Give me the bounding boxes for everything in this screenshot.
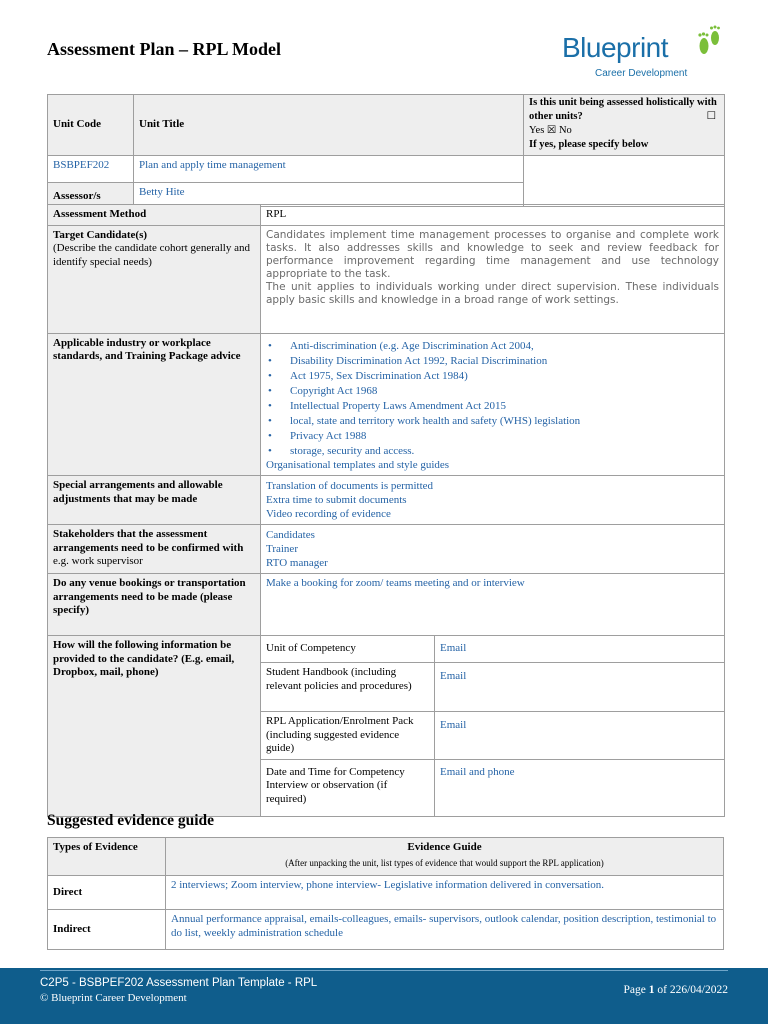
target-paragraph-1: Candidates implement time management processes to organise and complete work tasks. It also addresses skills and knowledge to seek and review feedback for performance improvement regarding time management and use technology appropriate to the task.: [266, 228, 719, 280]
stakeholders-cell: [261, 525, 725, 574]
holistic-question: Is this unit being assessed holistically with other units?: [529, 97, 717, 122]
guide-note: (After unpacking the unit, list types of evidence that would support the RPL application): [285, 857, 604, 868]
holistic-specify-field[interactable]: [524, 156, 725, 207]
footer-copyright: © Blueprint Career Development: [40, 992, 187, 1004]
stakeholder-item: Candidates: [266, 529, 315, 541]
indirect-value: Annual performance appraisal, emails-colleagues, emails- supervisors, outlook calendar, position description, testimonial to do list, weekly administration schedule: [166, 910, 724, 950]
standards-label: Applicable industry or workplace standards, and Training Package advice: [48, 333, 261, 476]
info-item: Student Handbook (including relevant policies and procedures): [261, 663, 435, 712]
evidence-guide-table: [47, 837, 724, 950]
page-prefix: Page: [623, 984, 649, 996]
standards-extra: Organisational templates and style guides: [266, 458, 450, 471]
info-method: Email and phone: [435, 759, 725, 816]
info-item: RPL Application/Enrolment Pack (including suggested evidence guide): [261, 712, 435, 760]
unit-code-value: BSBPEF202: [48, 156, 134, 183]
info-method: Email: [435, 663, 725, 712]
page-number: 1: [648, 984, 655, 996]
standards-list: [266, 339, 719, 459]
specify-instruction: If yes, please specify below: [529, 139, 649, 150]
assessor-label: Assessor/s: [48, 183, 134, 207]
holistic-question-cell: [524, 95, 725, 156]
stakeholders-label-cell: [48, 525, 261, 574]
footprints-icon: [694, 22, 724, 58]
footer-divider: [40, 970, 728, 971]
special-label: Special arrangements and allowable adjustments that may be made: [48, 476, 261, 525]
special-item: Extra time to submit documents: [266, 494, 407, 506]
standards-cell: [261, 333, 725, 476]
unit-code-label: Unit Code: [48, 95, 134, 156]
assessor-value: Betty Hite: [134, 183, 524, 207]
footer-page-info: [624, 984, 728, 996]
standards-item: • storage, security and access.: [290, 444, 719, 459]
stakeholders-label: Stakeholders that the assessment arrangements need to be confirmed with: [53, 528, 244, 554]
footer: [0, 968, 768, 1024]
venue-value: Make a booking for zoom/ teams meeting and or interview: [261, 574, 725, 636]
info-method: Email: [435, 636, 725, 663]
info-item: Unit of Competency: [261, 636, 435, 663]
logo-subtitle: Career Development: [595, 68, 688, 79]
stakeholder-item: RTO manager: [266, 557, 328, 569]
standards-item: • Privacy Act 1988: [290, 429, 719, 444]
direct-value: 2 interviews; Zoom interview, phone interview- Legislative information delivered in conversation.: [166, 876, 724, 910]
target-label: Target Candidate(s): [53, 228, 148, 241]
logo-text: Blueprint: [562, 32, 669, 63]
info-label: How will the following information be provided to the candidate? (E.g. email, Dropbox, mail, phone): [48, 636, 261, 817]
target-hint: (Describe the candidate cohort generally and identify special needs): [53, 242, 250, 268]
venue-label: Do any venue bookings or transportation arrangements need to be made (please specify): [48, 574, 261, 636]
yes-no-options: Yes ☒ No: [529, 125, 572, 136]
target-paragraph-2: The unit applies to individuals working under direct supervision. These individuals apply basic skills and knowledge in a broad range of work settings.: [266, 280, 719, 306]
method-label: Assessment Method: [48, 205, 261, 226]
special-item: Video recording of evidence: [266, 508, 391, 520]
page-title: Assessment Plan – RPL Model: [47, 39, 281, 59]
types-label: Types of Evidence: [48, 838, 166, 876]
indirect-label: Indirect: [48, 910, 166, 950]
target-label-cell: [48, 225, 261, 333]
blueprint-logo: [562, 22, 732, 84]
standards-item: • Anti-discrimination (e.g. Age Discrimination Act 2004,: [290, 339, 719, 354]
page-suffix: of 226/04/2022: [654, 984, 728, 996]
stakeholders-example: e.g. work supervisor: [53, 555, 143, 567]
info-item: Date and Time for Competency Interview or observation (if required): [261, 759, 435, 816]
standards-item: • Act 1975, Sex Discrimination Act 1984): [290, 369, 719, 384]
guide-label: Evidence Guide: [407, 841, 482, 853]
evidence-heading: Suggested evidence guide: [47, 812, 215, 829]
guide-header: [166, 838, 724, 876]
direct-label: Direct: [48, 876, 166, 910]
special-item: Translation of documents is permitted: [266, 480, 434, 492]
standards-item: • Intellectual Property Laws Amendment Act 2015: [290, 399, 719, 414]
standards-item: • Disability Discrimination Act 1992, Racial Discrimination: [290, 354, 719, 369]
info-method: Email: [435, 712, 725, 760]
special-cell: [261, 476, 725, 525]
standards-item: • Copyright Act 1968: [290, 384, 719, 399]
standards-item: • local, state and territory work health and safety (WHS) legislation: [290, 414, 719, 429]
unit-details-table: [47, 94, 725, 207]
holistic-checkbox[interactable]: ☐: [706, 111, 716, 122]
stakeholder-item: Trainer: [266, 543, 298, 555]
target-description: [261, 225, 725, 333]
footer-doc-name: C2P5 - BSBPEF202 Assessment Plan Template - RPL: [40, 977, 318, 989]
assessment-plan-table: [47, 204, 725, 817]
unit-title-value: Plan and apply time management: [134, 156, 524, 183]
unit-title-label: Unit Title: [134, 95, 524, 156]
method-value: RPL: [261, 205, 725, 226]
